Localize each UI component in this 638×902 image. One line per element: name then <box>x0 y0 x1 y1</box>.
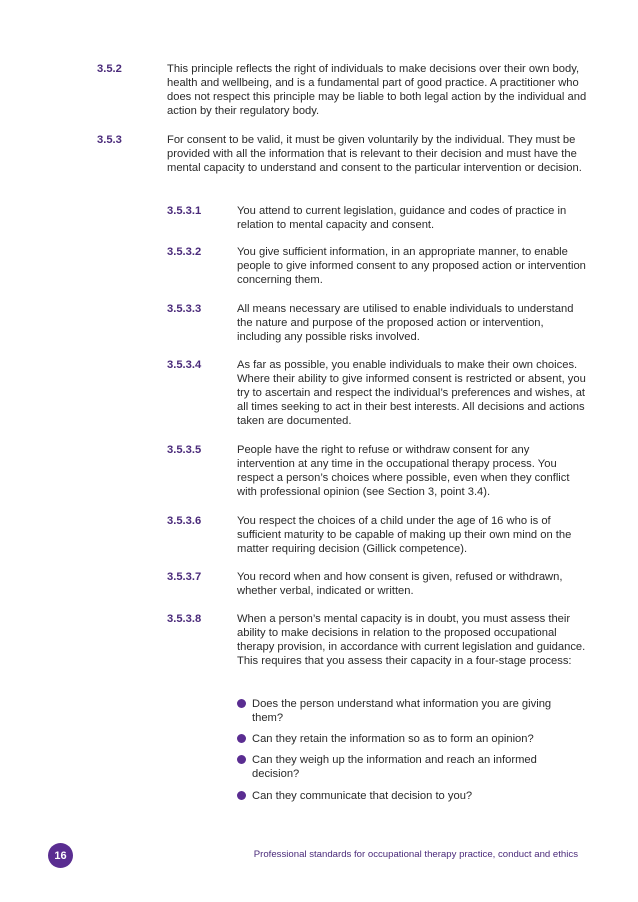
subsection-text: You attend to current legislation, guidance and codes of practice in relation to mental capacity and consent. <box>237 205 567 231</box>
subsection-text: All means necessary are utilised to enable individuals to understand the nature and purpose of the proposed action or intervention, including any possible risks involved. <box>237 303 574 343</box>
section-3-5-3 <box>97 133 587 175</box>
subsection-number: 3.5.3.6 <box>167 515 202 527</box>
bullet-icon <box>237 755 246 764</box>
subsection-text: As far as possible, you enable individuals to make their own choices. Where their ability to give informed consent is restricted or absent, you try to ascertain and respect the individual’s preferences and wishes, at all times seeking to act in their best interests. All decisions and actions taken are documented. <box>237 359 586 427</box>
subsection-text: When a person’s mental capacity is in doubt, you must assess their ability to make decisions in relation to the proposed occupational therapy provision, in accordance with current legislation and guidance. This requires that you assess their capacity in a four-stage process: <box>237 613 586 667</box>
subsection-3-5-3-5 <box>167 443 587 499</box>
subsection-3-5-3-6 <box>167 514 587 556</box>
page-number-badge: 16 <box>48 843 73 868</box>
subsection-3-5-3-7 <box>167 570 587 598</box>
footer-title: Professional standards for occupational therapy practice, conduct and ethics <box>253 849 578 860</box>
bullet-item <box>237 697 582 725</box>
section-number: 3.5.2 <box>97 63 122 75</box>
subsection-number: 3.5.3.5 <box>167 444 202 456</box>
bullet-text: Does the person understand what information you are giving them? <box>252 698 552 724</box>
subsection-3-5-3-4 <box>167 358 587 428</box>
subsection-3-5-3-8 <box>167 612 587 668</box>
subsection-text: You respect the choices of a child under the age of 16 who is of sufficient maturity to be capable of making up their own mind on the matter requiring decision (Gillick competence). <box>237 515 572 555</box>
subsection-text: You give sufficient information, in an appropriate manner, to enable people to give informed consent to any proposed action or intervention concerning them. <box>237 246 586 286</box>
bullet-text: Can they communicate that decision to you? <box>252 790 473 802</box>
section-text: For consent to be valid, it must be given voluntarily by the individual. They must be provided with all the information that is relevant to their decision and must have the mental capacity to understand and consent to the particular intervention or decision. <box>167 134 582 174</box>
bullet-icon <box>237 699 246 708</box>
subsection-text: People have the right to refuse or withdraw consent for any intervention at any time in the occupational therapy process. You respect a person’s choices where possible, even when they conflict with professional opinion (see Section 3, point 3.4). <box>237 444 570 498</box>
bullet-item <box>237 732 582 746</box>
section-text: This principle reflects the right of individuals to make decisions over their own body, health and wellbeing, and is a fundamental part of good practice. A practitioner who does not respect this principle may be liable to both legal action by the individual and action by their regulatory body. <box>167 63 587 117</box>
subsection-number: 3.5.3.2 <box>167 246 202 258</box>
subsection-text: You record when and how consent is given, refused or withdrawn, whether verbal, indicated or written. <box>237 571 563 597</box>
bullet-text: Can they retain the information so as to form an opinion? <box>252 733 534 745</box>
subsection-number: 3.5.3.4 <box>167 359 202 371</box>
subsection-3-5-3-3 <box>167 302 587 344</box>
subsection-number: 3.5.3.3 <box>167 303 202 315</box>
bullet-text: Can they weigh up the information and reach an informed decision? <box>252 754 537 780</box>
subsection-3-5-3-2 <box>167 245 587 287</box>
subsection-3-5-3-1 <box>167 204 587 232</box>
subsection-number: 3.5.3.8 <box>167 613 202 625</box>
bullet-item <box>237 789 582 803</box>
bullet-icon <box>237 791 246 800</box>
bullet-icon <box>237 734 246 743</box>
bullet-item <box>237 753 582 781</box>
subsection-number: 3.5.3.7 <box>167 571 202 583</box>
section-number: 3.5.3 <box>97 134 122 146</box>
subsection-number: 3.5.3.1 <box>167 205 202 217</box>
section-3-5-2 <box>97 62 587 118</box>
